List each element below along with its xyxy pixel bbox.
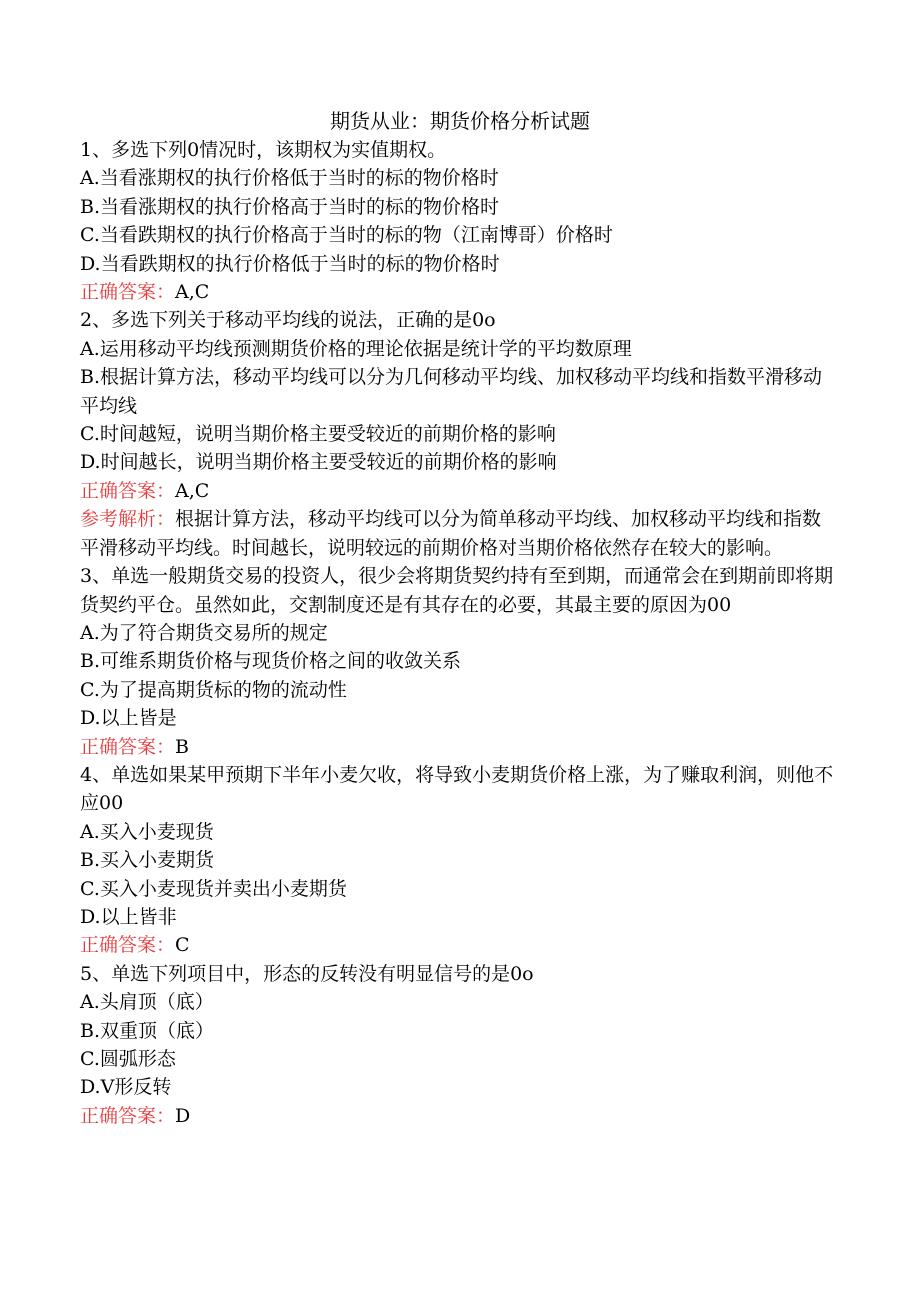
analysis-text: 根据计算方法，移动平均线可以分为简单移动平均线、加权移动平均线和指数平滑移动平均线。时间越长，说明较远的前期价格对当期价格依然存在较大的影响。 <box>80 508 822 559</box>
option-b: B.当看涨期权的执行价格高于当时的标的物价格时 <box>80 195 500 218</box>
option-d: D.以上皆非 <box>80 905 177 928</box>
option-c: C.买入小麦现货并卖出小麦期货 <box>80 877 347 900</box>
question-stem: 4、单选如果某甲预期下半年小麦欠收，将导致小麦期货价格上涨，为了赚取利润，则他不应00 <box>80 763 834 815</box>
option-a: A.为了符合期货交易所的规定 <box>80 621 328 644</box>
answer-label: 正确答案： <box>80 479 176 502</box>
option-d: D.V形反转 <box>80 1076 172 1099</box>
option-c: C.当看跌期权的执行价格高于当时的标的物（江南博哥）价格时 <box>80 224 613 247</box>
option-b: B.可维系期货价格与现货价格之间的收敛关系 <box>80 650 462 673</box>
analysis-line <box>80 505 840 562</box>
answer-value: B <box>175 735 189 758</box>
question-stem: 5、单选下列项目中，形态的反转没有明显信号的是0o <box>80 962 534 985</box>
answer-label: 正确答案： <box>80 934 176 957</box>
answer-value: C <box>175 934 190 957</box>
option-b: B.双重顶（底） <box>80 1019 215 1042</box>
answer-label: 正确答案： <box>80 281 176 304</box>
option-a: A.买入小麦现货 <box>80 820 214 843</box>
option-c: C.时间越短，说明当期价格主要受较近的前期价格的影响 <box>80 423 556 446</box>
option-c: C.圆弧形态 <box>80 1048 176 1070</box>
answer-line <box>80 1102 840 1130</box>
question-stem: 1、多选下列0情况时，该期权为实值期权。 <box>80 139 447 161</box>
answer-line <box>80 477 840 505</box>
question-2 <box>80 306 840 562</box>
answer-value: A,C <box>175 281 210 304</box>
answer-value: A,C <box>175 479 210 502</box>
page-title: 期货从业：期货价格分析试题 <box>330 109 590 133</box>
option-d: D.当看跌期权的执行价格低于当时的标的物价格时 <box>80 252 500 275</box>
question-5 <box>80 960 840 1130</box>
option-a: A.运用移动平均线预测期货价格的理论依据是统计学的平均数原理 <box>80 337 632 360</box>
question-3 <box>80 562 840 761</box>
analysis-label: 参考解析： <box>80 508 176 531</box>
option-a: A.头肩顶（底） <box>80 991 214 1014</box>
answer-line <box>80 278 840 306</box>
answer-value: D <box>175 1104 191 1127</box>
option-d: D.以上皆是 <box>80 707 177 730</box>
question-stem: 3、单选一般期货交易的投资人，很少会将期货契约持有至到期，而通常会在到期前即将期货契约平仓。虽然如此，交割制度还是有其存在的必要，其最主要的原因为00 <box>80 565 834 616</box>
option-b: B.根据计算方法，移动平均线可以分为几何移动平均线、加权移动平均线和指数平滑移动平均线 <box>80 366 823 417</box>
question-4 <box>80 761 840 960</box>
option-d: D.时间越长，说明当期价格主要受较近的前期价格的影响 <box>80 451 557 474</box>
option-a: A.当看涨期权的执行价格低于当时的标的物价格时 <box>80 167 499 190</box>
answer-label: 正确答案： <box>80 735 176 758</box>
question-1 <box>80 136 840 306</box>
option-b: B.买入小麦期货 <box>80 849 215 872</box>
answer-label: 正确答案： <box>80 1104 176 1127</box>
answer-line <box>80 931 840 959</box>
option-c: C.为了提高期货标的物的流动性 <box>80 678 347 701</box>
answer-line <box>80 733 840 761</box>
question-stem: 2、多选下列关于移动平均线的说法，正确的是0o <box>80 309 496 332</box>
